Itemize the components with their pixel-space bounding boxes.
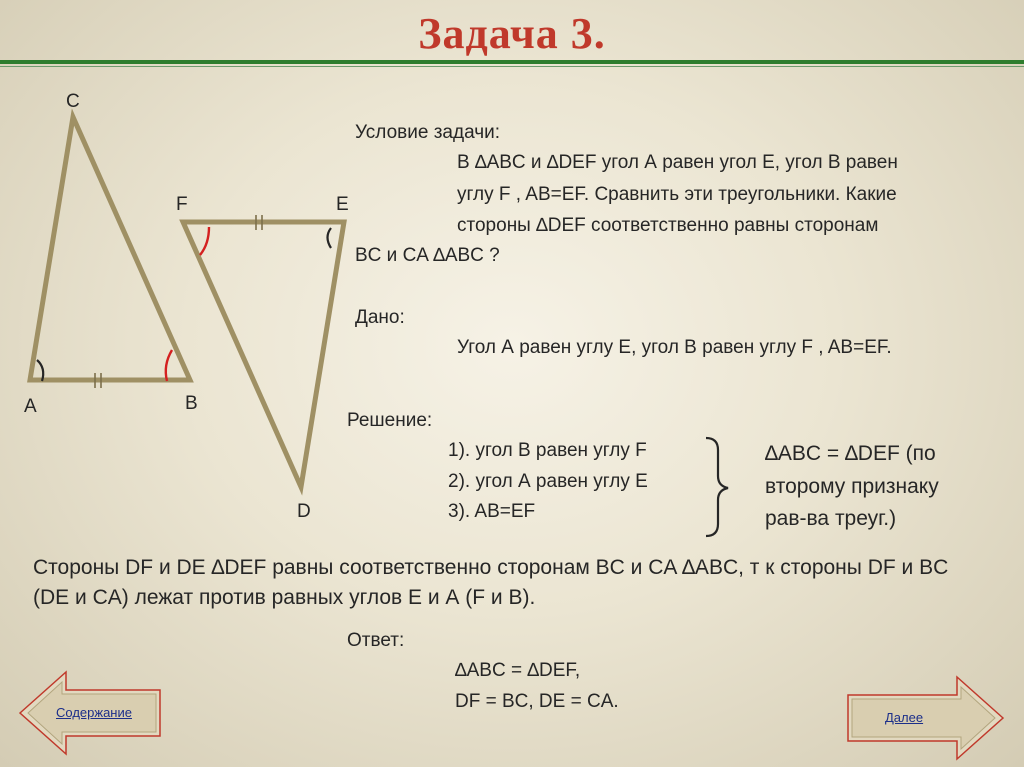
triangle-def [183,222,344,487]
given-heading: Дано: [355,307,405,328]
next-arrow-button[interactable] [848,677,1003,759]
condition-line: В ∆ABC и ∆DEF угол А равен угол Е, угол В равен [457,152,898,173]
angle-f-arc [200,227,209,255]
condition-heading: Условие задачи: [355,122,501,143]
solution-step: 1). угол В равен углу F [448,440,647,461]
answer-line: ∆ABC = ∆DEF, [455,660,581,681]
explanation-line: (DE и CA) лежат против равных углов Е и А (F и В). [33,586,536,609]
angle-e-arc [328,228,332,248]
solution-conclusion: рав-ва треуг.) [765,507,897,530]
next-link[interactable]: Далее [885,710,924,725]
label-f: F [176,194,188,215]
label-d: D [297,501,311,522]
label-e: E [336,194,349,215]
angle-b-arc [166,350,172,381]
triangle-abc [30,117,190,380]
solution-brace [706,438,728,536]
solution-conclusion: ∆ABC = ∆DEF (по [765,442,936,465]
solution-conclusion: второму признаку [765,475,939,498]
condition-line: стороны ∆DEF соответственно равны сторонам [457,215,879,236]
label-a: A [24,396,37,417]
slide-title: Задача 3. [418,9,606,58]
solution-heading: Решение: [347,410,433,431]
label-b: B [185,393,198,414]
prev-link[interactable]: Содержание [56,705,132,720]
solution-step: 2). угол А равен углу Е [448,471,648,492]
condition-line: BC и CA ∆ABC ? [355,245,500,266]
given-text: Угол А равен углу Е, угол В равен углу F , AB=EF. [457,337,892,358]
answer-line: DF = BC, DE = CA. [455,691,619,712]
answer-heading: Ответ: [347,630,405,651]
explanation-line: Стороны DF и DE ∆DEF равны соответственно сторонам BC и CA ∆ABC, т к стороны DF и BC [33,556,949,579]
condition-line: углу F , AB=EF. Сравнить эти треугольники. Какие [457,184,897,205]
solution-step: 3). AB=EF [448,501,536,522]
label-c: C [66,91,80,112]
